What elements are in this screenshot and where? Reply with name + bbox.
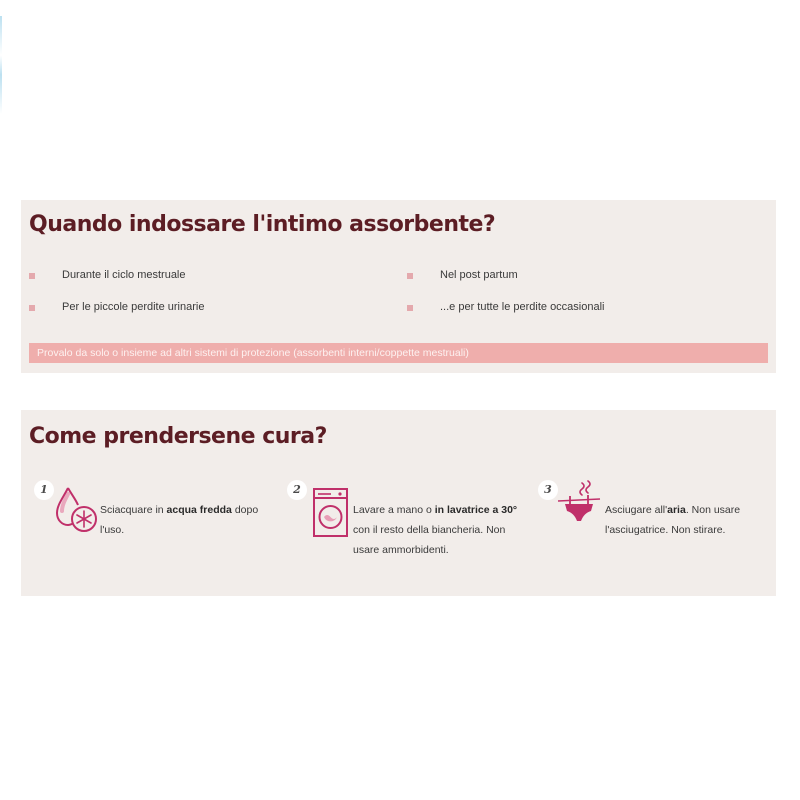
step-number-badge: 1 bbox=[34, 480, 54, 500]
care-title: Come prendersene cura? bbox=[29, 424, 327, 449]
square-bullet-icon bbox=[407, 273, 413, 279]
square-bullet-icon bbox=[407, 305, 413, 311]
care-step-text: Sciacquare in acqua fredda dopo l'uso. bbox=[100, 504, 259, 536]
washing-machine-icon bbox=[313, 488, 349, 538]
step-number-badge: 3 bbox=[538, 480, 558, 500]
square-bullet-icon bbox=[29, 305, 35, 311]
care-step-text: Asciugare all'aria. Non usare l'asciugatrice. Non stirare. bbox=[605, 504, 741, 536]
step-number-badge: 2 bbox=[287, 480, 307, 500]
air-dry-underwear-icon bbox=[556, 480, 602, 528]
tip-banner: Provalo da solo o insieme ad altri sistemi di protezione (assorbenti interni/coppette mestruali) bbox=[29, 343, 768, 363]
usage-item-label: Nel post partum bbox=[440, 269, 518, 281]
usage-item-label: Per le piccole perdite urinarie bbox=[62, 301, 205, 313]
care-section bbox=[21, 410, 776, 596]
water-drop-snowflake-icon bbox=[54, 486, 98, 536]
when-to-wear-section bbox=[21, 200, 776, 373]
care-step-text: Lavare a mano o in lavatrice a 30° con il resto della biancheria. Non usare ammorbidenti. bbox=[353, 504, 518, 556]
usage-item-label: ...e per tutte le perdite occasionali bbox=[440, 301, 605, 313]
left-edge-decoration bbox=[0, 16, 2, 114]
when-to-wear-title: Quando indossare l'intimo assorbente? bbox=[29, 212, 496, 237]
square-bullet-icon bbox=[29, 273, 35, 279]
usage-item-label: Durante il ciclo mestruale bbox=[62, 269, 186, 281]
